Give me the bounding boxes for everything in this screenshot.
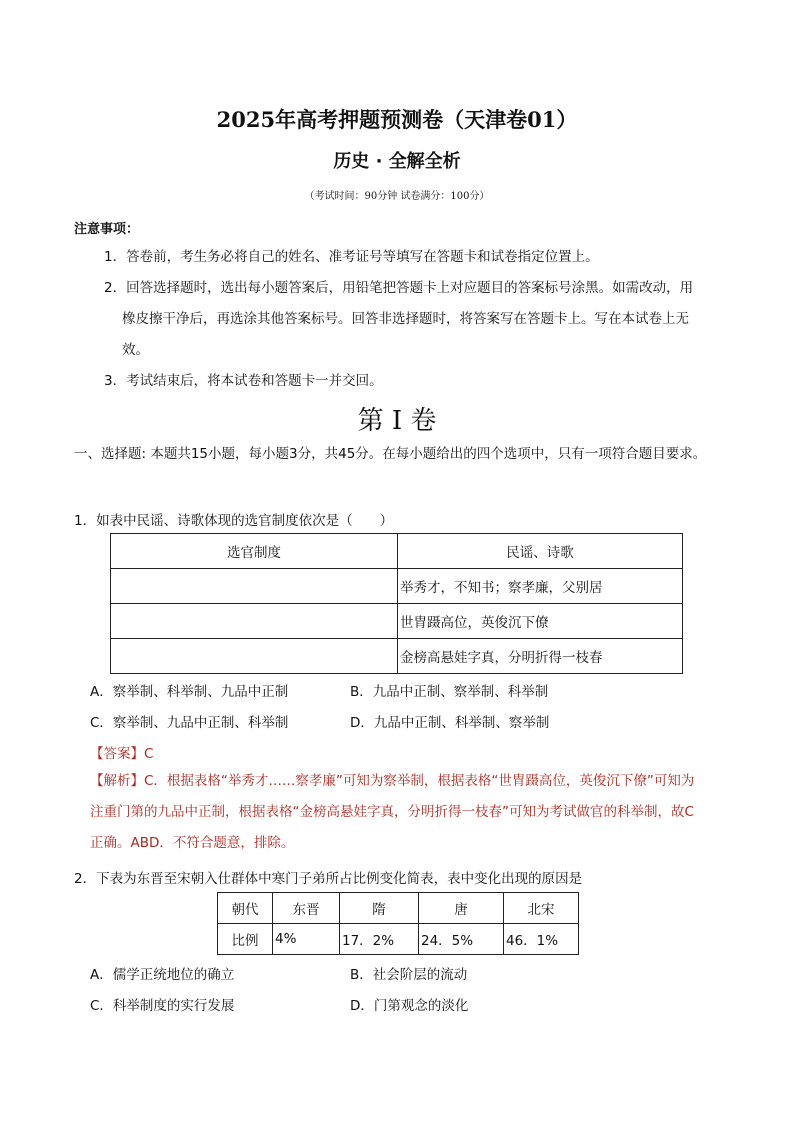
table-cell: [111, 639, 398, 674]
question-1-table: [110, 533, 683, 674]
question-2-stem: 2．下表为东晋至宋朝入仕群体中寒门子弟所占比例变化简表，表中变化出现的原因是: [74, 871, 583, 887]
exam-info: （考试时间：90分钟 试卷满分：100分）: [304, 191, 490, 202]
table-row-label: 比例: [218, 924, 273, 955]
q2-option-c: C．科举制度的实行发展: [90, 998, 235, 1014]
table-header-cell: 民谣、诗歌: [398, 534, 683, 569]
table-cell: 17．2%: [340, 924, 419, 955]
table-cell: 金榜高悬娃字真，分明折得一枝春: [398, 639, 683, 674]
table-cell: 东晋: [273, 893, 340, 924]
question-2-table: [217, 892, 579, 955]
table-cell: 4%: [273, 924, 340, 955]
notice-item-3: 3．考试结束后，将本试卷和答题卡一并交回。: [104, 373, 383, 389]
question-1-stem: 1．如表中民谣、诗歌体现的选官制度依次是（ ）: [74, 513, 394, 529]
q1-option-b: B．九品中正制、察举制、科举制: [350, 684, 549, 700]
table-cell: 唐: [419, 893, 504, 924]
exam-subtitle: 历史 · 全解全析: [333, 151, 461, 172]
table-header-row: [111, 534, 683, 569]
table-header-cell: 选官制度: [111, 534, 398, 569]
section-title: 第 I 卷: [357, 406, 437, 436]
section-instructions: 一、选择题: 本题共15小题，每小题3分，共45分。在每小题给出的四个选项中，只有一项符合题目要求。: [74, 446, 707, 462]
q2-option-a: A．儒学正统地位的确立: [90, 967, 235, 983]
table-cell: 世胄蹑高位，英俊沉下僚: [398, 604, 683, 639]
q1-option-d: D．九品中正制、科举制、察举制: [350, 715, 550, 731]
notice-item-2: 2．回答选择题时，选出每小题答案后，用铅笔把答题卡上对应题目的答案标号涂黑。如需改动，用: [104, 280, 694, 296]
table-row: [218, 893, 579, 924]
table-row-label: 朝代: [218, 893, 273, 924]
q1-analysis-line-2: 注重门第的九品中正制，根据表格“金榜高悬娃字真，分明折得一枝春”可知为考试做官的科举制，故C: [90, 804, 694, 820]
table-cell: 24．5%: [419, 924, 504, 955]
table-row: [218, 924, 579, 955]
table-cell: 隋: [340, 893, 419, 924]
table-row: [111, 639, 683, 674]
table-cell: [111, 569, 398, 604]
q2-option-d: D．门第观念的淡化: [350, 998, 469, 1014]
q1-option-a: A．察举制、科举制、九品中正制: [90, 684, 289, 700]
table-cell: 北宋: [504, 893, 579, 924]
q1-option-c: C．察举制、九品中正制、科举制: [90, 715, 289, 731]
q1-analysis-line-3: 正确。ABD．不符合题意，排除。: [90, 835, 295, 851]
notice-item-1: 1．答卷前，考生务必将自己的姓名、准考证号等填写在答题卡和试卷指定位置上。: [104, 249, 599, 265]
q1-answer: 【答案】C: [90, 746, 154, 762]
table-cell: 举秀才，不知书；察孝廉，父别居: [398, 569, 683, 604]
table-row: [111, 569, 683, 604]
table-row: [111, 604, 683, 639]
table-cell: [111, 604, 398, 639]
notice-item-2-end: 效。: [122, 342, 149, 358]
exam-title: 2025年高考押题预测卷（天津卷01）: [216, 107, 578, 132]
table-cell: 46．1%: [504, 924, 579, 955]
notice-item-2-cont: 橡皮擦干净后，再选涂其他答案标号。回答非选择题时，将答案写在答题卡上。写在本试卷上无: [122, 311, 689, 327]
q1-analysis-line-1: 【解析】C．根据表格“举秀才……察孝廉”可知为察举制，根据表格“世胄蹑高位，英俊沉下僚”可知为: [90, 773, 695, 789]
notice-heading: 注意事项：: [74, 222, 140, 237]
q2-option-b: B．社会阶层的流动: [350, 967, 468, 983]
